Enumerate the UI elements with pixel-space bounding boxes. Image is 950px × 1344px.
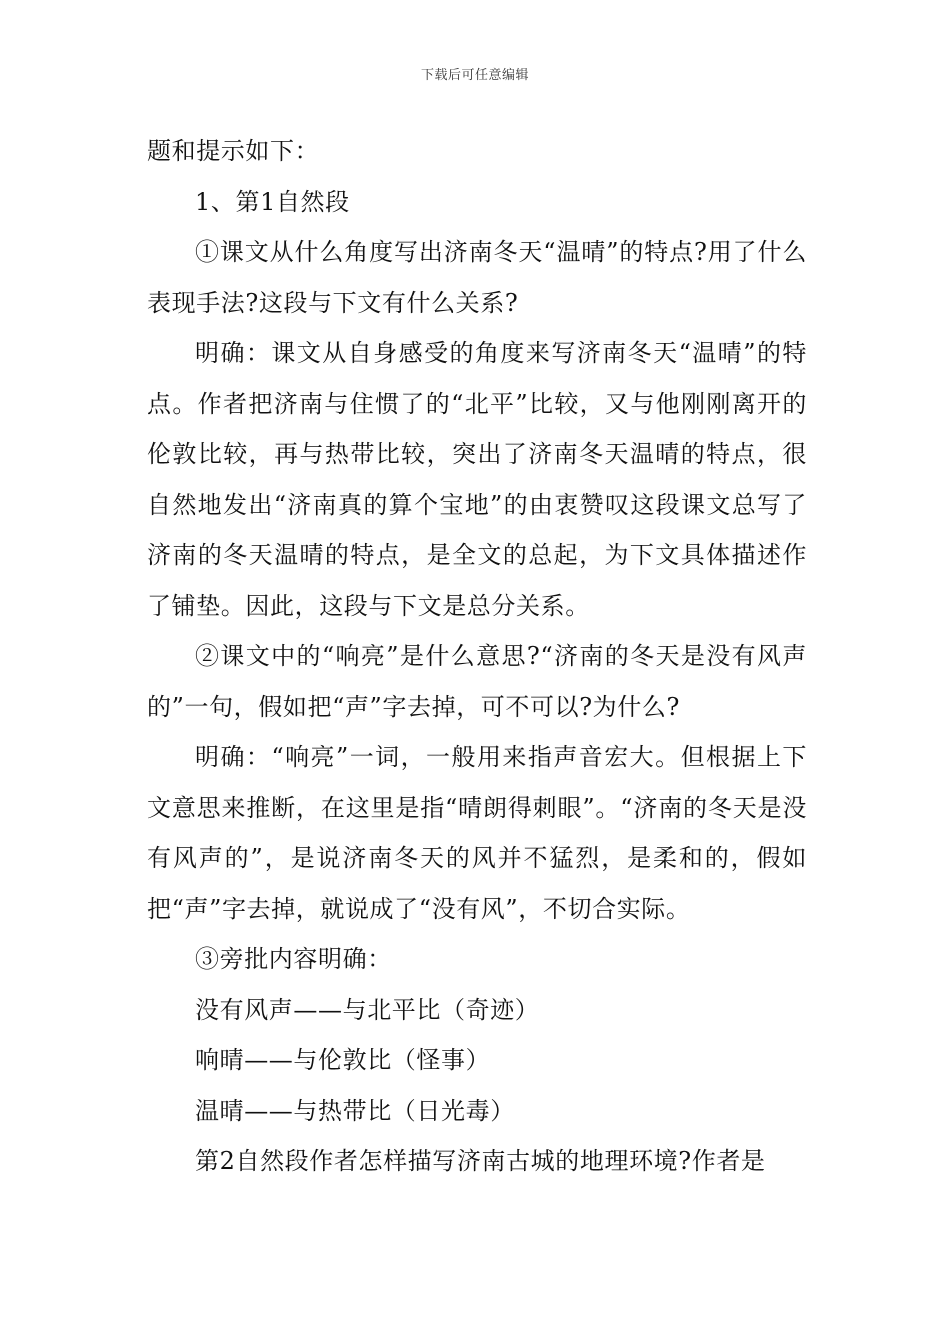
section-heading: 1、第1自然段	[195, 187, 350, 216]
intro-paragraph: 题和提示如下：	[147, 137, 320, 165]
answer-2: 明确：“响亮”一词，一般用来指声音宏大。但根据上下文意思来推断，在这里是指“晴朗得刺眼”。“济南的冬天是没有风声的”，是说济南冬天的风并不猛烈，是柔和的，假如把“声”字去掉，就说成了“没有风”，不切合实际。	[147, 743, 807, 923]
document-body	[147, 126, 807, 1187]
question-2: ②课文中的“响亮”是什么意思?“济南的冬天是没有风声的”一句，假如把“声”字去掉，可不可以?为什么?	[147, 642, 807, 721]
list-item: 温晴——与热带比（日光毒）	[195, 1096, 515, 1125]
question-3: ③旁批内容明确：	[195, 945, 392, 973]
list-item: 响晴——与伦敦比（怪事）	[195, 1046, 491, 1074]
question-4: 第2自然段作者怎样描写济南古城的地理环境?作者是	[195, 1147, 766, 1175]
list-item: 没有风声——与北平比（奇迹）	[195, 995, 540, 1024]
page-header: 下载后可任意编辑	[420, 68, 529, 83]
question-1: ①课文从什么角度写出济南冬天“温晴”的特点?用了什么表现手法?这段与下文有什么关系?	[147, 238, 807, 317]
answer-1: 明确：课文从自身感受的角度来写济南冬天“温晴”的特点。作者把济南与住惯了的“北平”比较，又与他刚刚离开的伦敦比较，再与热带比较，突出了济南冬天温晴的特点，很自然地发出“济南真的算个宝地”的由衷赞叹这段课文总写了济南的冬天温晴的特点，是全文的总起，为下文具体描述作了铺垫。因此，这段与下文是总分关系。	[147, 339, 807, 620]
